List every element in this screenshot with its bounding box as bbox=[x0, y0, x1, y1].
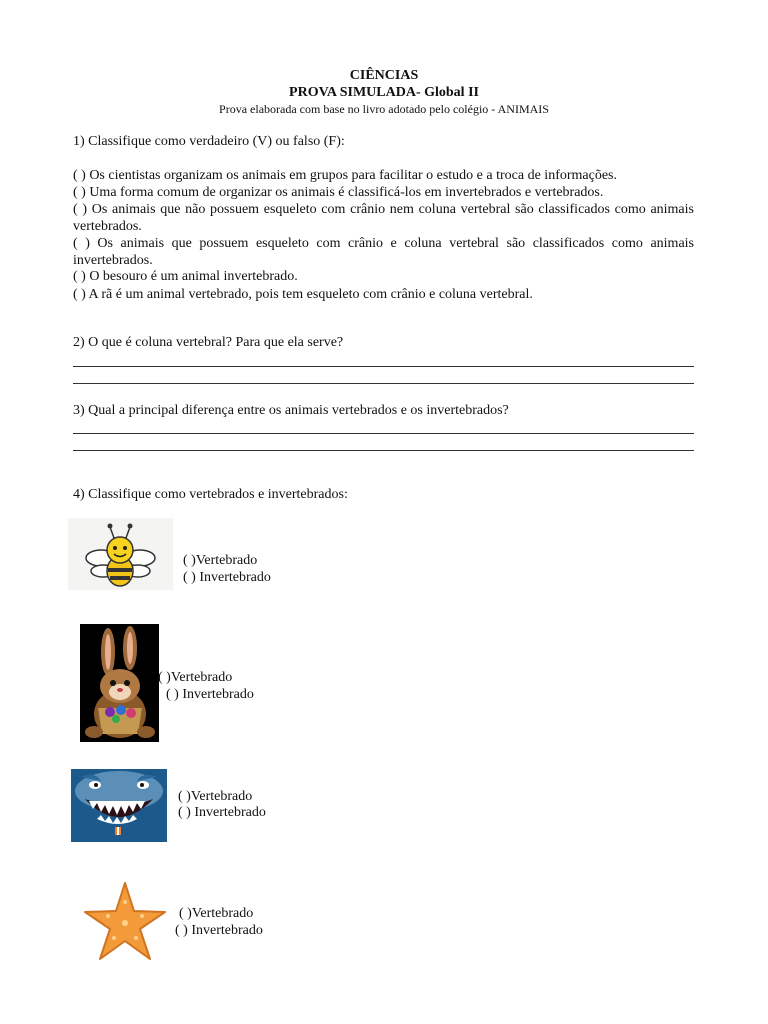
tf-item-3: ( ) Os animais que não possuem esqueleto com crânio nem coluna vertebral são classificados como animais vertebrados. bbox=[73, 202, 694, 234]
question-2-prompt: 2) O que é coluna vertebral? Para que ela serve? bbox=[73, 335, 344, 350]
option-vertebrado-checkbox[interactable]: ( )Vertebrado bbox=[183, 553, 258, 568]
tf-item-5: ( ) O besouro é um animal invertebrado. bbox=[73, 269, 298, 284]
rabbit-icon bbox=[80, 624, 159, 742]
option-vertebrado-checkbox[interactable]: ( )Vertebrado bbox=[158, 670, 233, 685]
option-invertebrado-checkbox[interactable]: ( ) Invertebrado bbox=[175, 923, 263, 938]
exam-title: PROVA SIMULADA- Global II bbox=[289, 85, 479, 100]
tf-item-1: ( ) Os cientistas organizam os animais em grupos para facilitar o estudo e a troca de informações. bbox=[73, 168, 617, 183]
option-invertebrado-checkbox[interactable]: ( ) Invertebrado bbox=[166, 687, 254, 702]
option-vertebrado-checkbox[interactable]: ( )Vertebrado bbox=[178, 789, 253, 804]
subject-title: CIÊNCIAS bbox=[349, 68, 419, 83]
tf-item-2: ( ) Uma forma comum de organizar os animais é classificá-los em invertebrados e vertebrados. bbox=[73, 185, 604, 200]
answer-line[interactable] bbox=[73, 366, 694, 367]
question-1-prompt: 1) Classifique como verdadeiro (V) ou falso (F): bbox=[73, 134, 345, 149]
starfish-icon bbox=[82, 880, 168, 962]
option-vertebrado-checkbox[interactable]: ( )Vertebrado bbox=[179, 906, 254, 921]
shark-icon bbox=[71, 769, 167, 842]
answer-line[interactable] bbox=[73, 433, 694, 434]
option-invertebrado-checkbox[interactable]: ( ) Invertebrado bbox=[183, 570, 271, 585]
tf-item-4: ( ) Os animais que possuem esqueleto com crânio e coluna vertebral são classificados como animais invertebrados. bbox=[73, 236, 694, 268]
question-4-prompt: 4) Classifique como vertebrados e invertebrados: bbox=[73, 487, 348, 502]
option-invertebrado-checkbox[interactable]: ( ) Invertebrado bbox=[178, 805, 266, 820]
bee-icon bbox=[68, 518, 173, 590]
question-3-prompt: 3) Qual a principal diferença entre os animais vertebrados e os invertebrados? bbox=[73, 403, 509, 418]
tf-item-6: ( ) A rã é um animal vertebrado, pois tem esqueleto com crânio e coluna vertebral. bbox=[73, 287, 533, 302]
answer-line[interactable] bbox=[73, 450, 694, 451]
exam-note: Prova elaborada com base no livro adotado pelo colégio - ANIMAIS bbox=[219, 102, 549, 116]
answer-line[interactable] bbox=[73, 383, 694, 384]
